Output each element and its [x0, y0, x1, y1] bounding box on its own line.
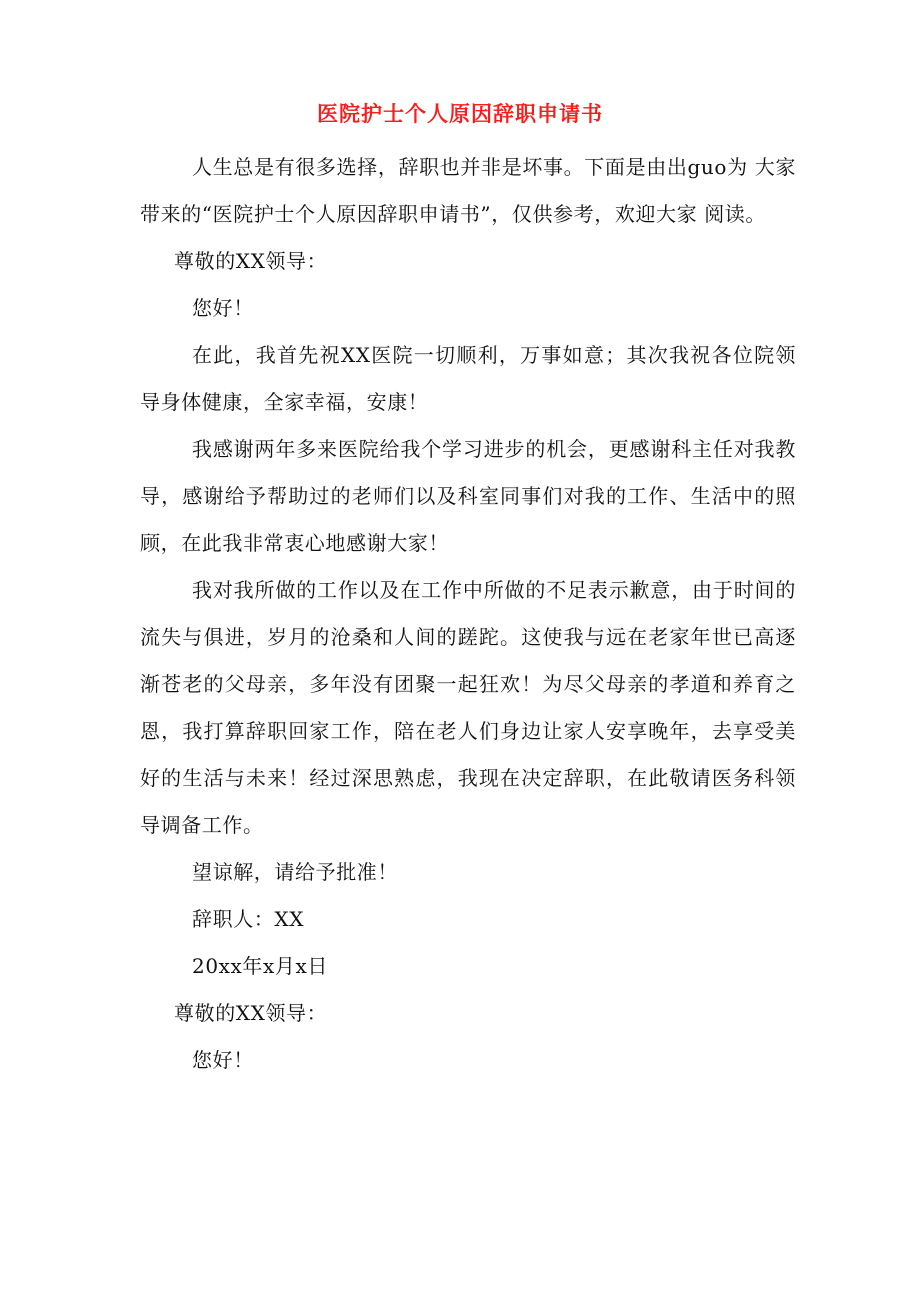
signer-line: 辞职人：XX	[192, 907, 305, 931]
document-body	[140, 144, 796, 1084]
document-title: 医院护士个人原因辞职申请书	[317, 101, 603, 126]
intro-paragraph: 人生总是有很多选择，辞职也并非是坏事。下面是由出guo为 大家带来的“医院护士个人原因辞职申请书”，仅供参考，欢迎大家 阅读。	[140, 155, 796, 226]
greeting-repeat: 您好！	[192, 1048, 254, 1072]
greeting: 您好！	[192, 296, 254, 320]
body-paragraph-wishes: 在此，我首先祝XX医院一切顺利，万事如意；其次我祝各位院领导身体健康，全家幸福，安康！	[140, 343, 796, 414]
salutation: 尊敬的XX领导：	[174, 249, 328, 273]
body-paragraph-reason: 我对我所做的工作以及在工作中所做的不足表示歉意，由于时间的流失与俱进，岁月的沧桑和人间的蹉跎。这使我与远在老家年世已高逐渐苍老的父母亲，多年没有团聚一起狂欢！为尽父母亲的孝道和养育之恩，我打算辞职回家工作，陪在老人们身边让家人安享晚年，去享受美好的生活与未来！经过深思熟虑，我现在决定辞职，在此敬请医务科领导调备工作。	[140, 578, 796, 837]
body-paragraph-thanks: 我感谢两年多来医院给我个学习进步的机会，更感谢科主任对我教导，感谢给予帮助过的老师们以及科室同事们对我的工作、生活中的照顾，在此我非常衷心地感谢大家！	[140, 437, 796, 555]
salutation-repeat: 尊敬的XX领导：	[174, 1001, 328, 1025]
closing-line: 望谅解，请给予批准！	[192, 860, 398, 884]
date-line: 20xx年x月x日	[192, 954, 328, 978]
